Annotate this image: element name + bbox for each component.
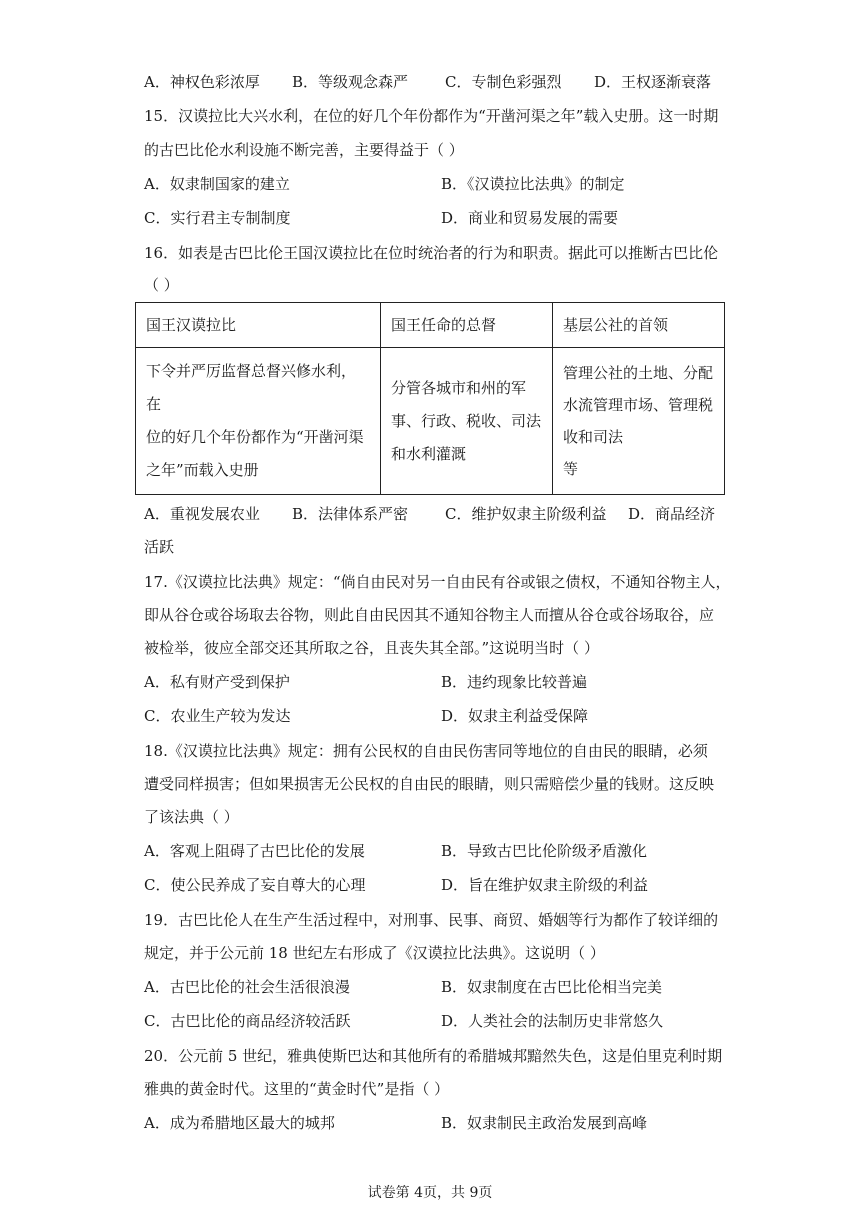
q16-option-d-continued: 活跃: [144, 538, 175, 556]
page-footer: 试卷第 4页，共 9页: [367, 1185, 493, 1201]
q18-option-b: B．导致古巴比伦阶级矛盾激化: [441, 842, 648, 860]
q19-stem-line-2: 规定，并于公元前 18 世纪左右形成了《汉谟拉比法典》。这说明（ ）: [144, 944, 605, 962]
q15-option-c: C．实行君主专制制度: [144, 209, 291, 227]
q20-stem-line-1: 20．公元前 5 世纪，雅典使斯巴达和其他所有的希腊城邦黯然失色，这是伯里克利时期: [144, 1047, 723, 1065]
q18-stem-line-1: 18.《汉谟拉比法典》规定：拥有公民权的自由民伤害同等地位的自由民的眼睛，必须: [144, 742, 708, 760]
q15-stem-line-1: 15．汉谟拉比大兴水利，在位的好几个年份都作为“开凿河渠之年”载入史册。这一时期: [144, 107, 719, 125]
q16-option-d: D．商品经济: [628, 505, 716, 523]
q14-option-a: A．神权色彩浓厚: [144, 73, 260, 91]
q17-option-d: D．奴隶主利益受保障: [441, 707, 589, 725]
q19-option-b: B．奴隶制度在古巴比伦相当完美: [441, 978, 663, 996]
q18-stem-line-2: 遭受同样损害；但如果损害无公民权的自由民的眼睛，则只需赔偿少量的钱财。这反映: [144, 775, 715, 793]
q17-option-a: A．私有财产受到保护: [144, 673, 290, 691]
q16-stem-line-2: （ ）: [144, 276, 179, 294]
table-cell-line: 等: [563, 460, 579, 478]
q17-option-c: C．农业生产较为发达: [144, 707, 291, 725]
table-row: [136, 348, 725, 495]
table-header-cell: 基层公社的首领: [553, 303, 725, 348]
table-cell-line: 收和司法: [563, 428, 624, 446]
q14-option-b: B．等级观念森严: [292, 73, 409, 91]
q14-option-d: D．王权逐渐衰落: [594, 73, 712, 91]
table-cell: [381, 348, 553, 495]
table-cell-line: 管理公社的土地、分配: [563, 364, 714, 382]
q15-option-b: B．《汉谟拉比法典》的制定: [441, 175, 625, 193]
table-cell-line: 和水利灌溉: [391, 444, 467, 463]
table-cell-line: 事、行政、税收、司法: [391, 411, 542, 430]
table-cell-line: 之年”而载入史册: [146, 461, 259, 479]
q14-option-c: C．专制色彩强烈: [445, 73, 562, 91]
q17-stem-line-1: 17.《汉谟拉比法典》规定：“倘自由民对另一自由民有谷或银之债权，不通知谷物主人，: [144, 573, 731, 591]
table-cell: [136, 348, 381, 495]
q17-stem-line-3: 被检举，彼应全部交还其所取之谷，且丧失其全部。”这说明当时（ ）: [144, 639, 599, 657]
q18-stem-line-3: 了该法典（ ）: [144, 808, 239, 826]
q18-option-a: A．客观上阻碍了古巴比伦的发展: [144, 842, 365, 860]
q16-option-c: C．维护奴隶主阶级利益: [445, 505, 607, 523]
q18-option-d: D．旨在维护奴隶主阶级的利益: [441, 876, 649, 894]
table-header-row: [136, 303, 725, 348]
q16-option-a: A．重视发展农业: [144, 505, 260, 523]
q15-stem-line-2: 的古巴比伦水利设施不断完善，主要得益于（ ）: [144, 141, 464, 159]
q19-option-c: C．古巴比伦的商品经济较活跃: [144, 1012, 351, 1030]
q15-option-d: D．商业和贸易发展的需要: [441, 209, 619, 227]
q20-stem-line-2: 雅典的黄金时代。这里的“黄金时代”是指（ ）: [144, 1080, 450, 1098]
q18-option-c: C．使公民养成了妄自尊大的心理: [144, 876, 366, 894]
table-cell-line: 水流管理市场、管理税: [563, 396, 714, 414]
q19-stem-line-1: 19．古巴比伦人在生产生活过程中，对刑事、民事、商贸、婚姻等行为都作了较详细的: [144, 911, 719, 929]
q16-table: [135, 302, 725, 495]
table-cell-line: 下令并严厉监督总督兴修水利，在: [146, 362, 357, 413]
q17-option-b: B．违约现象比较普遍: [441, 673, 588, 691]
table-cell: [553, 348, 725, 495]
q17-stem-line-2: 即从谷仓或谷场取去谷物，则此自由民因其不通知谷物主人而擅从谷仓或谷场取谷，应: [144, 606, 715, 624]
table-header-cell: 国王汉谟拉比: [136, 303, 381, 348]
q19-option-a: A．古巴比伦的社会生活很浪漫: [144, 978, 350, 996]
table-cell-line: 位的好几个年份都作为“开凿河渠: [146, 428, 364, 446]
q15-option-a: A．奴隶制国家的建立: [144, 175, 290, 193]
table-cell-line: 分管各城市和州的军: [391, 378, 527, 397]
q20-option-b: B．奴隶制民主政治发展到高峰: [441, 1114, 648, 1132]
q16-option-b: B．法律体系严密: [292, 505, 409, 523]
q20-option-a: A．成为希腊地区最大的城邦: [144, 1114, 335, 1132]
q19-option-d: D．人类社会的法制历史非常悠久: [441, 1012, 664, 1030]
table-header-cell: 国王任命的总督: [381, 303, 553, 348]
q16-stem-line-1: 16．如表是古巴比伦王国汉谟拉比在位时统治者的行为和职责。据此可以推断古巴比伦: [144, 244, 719, 262]
